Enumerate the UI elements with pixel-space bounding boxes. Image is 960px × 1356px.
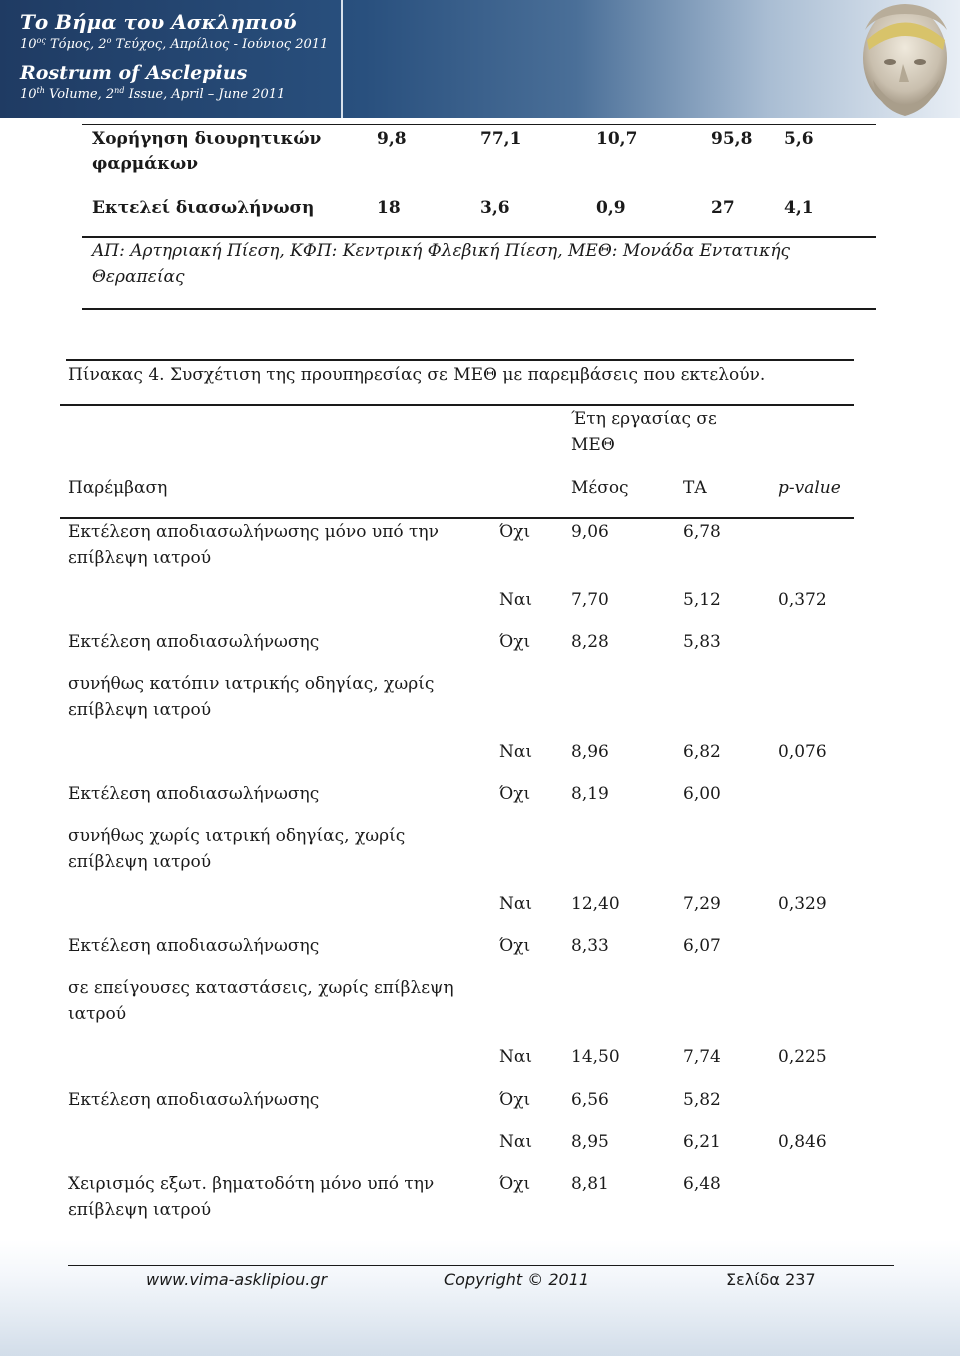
table4-row-sd: 6,00 (683, 784, 721, 804)
table4-group-header: Έτη εργασίας σε (571, 409, 717, 429)
issue-line-greek: $10^{o\varsigma}$ Τόμος, $2^o$ Τεύχος, Απρίλιος - Ιούνιος 2011 (20, 36, 329, 52)
table4-row-sd: 7,74 (683, 1047, 721, 1067)
table4-row-answer: Ναι (499, 590, 533, 610)
col-header-sd: ΤΑ (683, 478, 707, 498)
table4-caption: Πίνακας 4. Συσχέτιση της προυπηρεσίας σε ΜΕΘ με παρεμβάσεις που εκτελούν. (68, 365, 766, 385)
table4-row-mean: 8,19 (571, 784, 609, 804)
table4-row-answer: Όχι (499, 632, 531, 652)
prev-row-1-label: Χορήγηση διουρητικών (92, 129, 322, 149)
table4-row-label: επίβλεψη ιατρού (68, 548, 212, 568)
table4-row-sd: 7,29 (683, 894, 721, 914)
table4-row-mean: 8,96 (571, 742, 609, 762)
table4-row-mean: 12,40 (571, 894, 620, 914)
table4-caption-rule (66, 359, 854, 361)
table4-row-answer: Ναι (499, 742, 533, 762)
prev-table-footnote: ΑΠ: Αρτηριακή Πίεση, ΚΦΠ: Κεντρική Φλεβική Πίεση, ΜΕΘ: Μονάδα Εντατικής (92, 241, 791, 261)
header-divider (341, 0, 343, 118)
table4-row-label: Χειρισμός εξωτ. βηματοδότη μόνο υπό την (68, 1174, 435, 1194)
prev-row-1-val-1: 9,8 (377, 129, 407, 149)
table4-row-label: Εκτέλεση αποδιασωλήνωσης (68, 784, 320, 804)
footer-rule (68, 1265, 894, 1266)
table4-row-sd: 5,82 (683, 1090, 721, 1110)
prev-table-footnote-line2: Θεραπείας (92, 267, 185, 287)
journal-title-english: Rostrum of Asclepius (20, 62, 248, 84)
table4-row-label: Εκτέλεση αποδιασωλήνωσης μόνο υπό την (68, 522, 439, 542)
footer-website: www.vima-asklipiou.gr (146, 1270, 328, 1289)
table4-row-mean: 9,06 (571, 522, 609, 542)
table4-row-p-value: 0,846 (778, 1132, 827, 1152)
table4-row-p-value: 0,329 (778, 894, 827, 914)
col-header-mean: Μέσος (571, 478, 629, 498)
table4-row-label: επίβλεψη ιατρού (68, 1200, 212, 1220)
table4-row-label: ιατρού (68, 1004, 127, 1024)
table4-row-sd: 6,21 (683, 1132, 721, 1152)
table4-row-label: Εκτέλεση αποδιασωλήνωσης (68, 936, 320, 956)
prev-row-1-label-line2: φαρμάκων (92, 154, 199, 174)
footer-page-label: Σελίδα 237 (726, 1270, 816, 1289)
prev-row-2-label: Εκτελεί διασωλήνωση (92, 198, 315, 218)
table4-row-answer: Ναι (499, 1047, 533, 1067)
table4-row-sd: 6,07 (683, 936, 721, 956)
table4-row-label: Εκτέλεση αποδιασωλήνωσης (68, 632, 320, 652)
table4-row-mean: 14,50 (571, 1047, 620, 1067)
table4-row-sd: 5,83 (683, 632, 721, 652)
table4-row-mean: 8,33 (571, 936, 609, 956)
table4-row-answer: Ναι (499, 894, 533, 914)
table4-row-answer: Όχι (499, 1174, 531, 1194)
table4-row-p-value: 0,076 (778, 742, 827, 762)
prev-row-2-val-1: 18 (377, 198, 401, 218)
table4-row-mean: 8,81 (571, 1174, 609, 1194)
prev-table-bottom-rule (82, 308, 876, 310)
issue-line-english: 10th Volume, 2nd Issue, April – June 2011 (20, 86, 286, 102)
table4-row-sd: 6,48 (683, 1174, 721, 1194)
table4-group-header-line2: ΜΕΘ (571, 435, 615, 455)
prev-row-2-val-2: 3,6 (480, 198, 510, 218)
table4-row-label: συνήθως κατόπιν ιατρικής οδηγίας, χωρίς (68, 674, 435, 694)
table4-row-sd: 6,78 (683, 522, 721, 542)
table4-row-p-value: 0,372 (778, 590, 827, 610)
table4-row-answer: Όχι (499, 522, 531, 542)
table4-row-sd: 5,12 (683, 590, 721, 610)
prev-row-1-val-2: 77,1 (480, 129, 522, 149)
table4-row-answer: Όχι (499, 1090, 531, 1110)
prev-row-2-val-3: 0,9 (596, 198, 626, 218)
table4-row-label: επίβλεψη ιατρού (68, 852, 212, 872)
prev-row-1-val-3: 10,7 (596, 129, 638, 149)
prev-row-2-val-4: 27 (711, 198, 735, 218)
table4-row-mean: 8,28 (571, 632, 609, 652)
table4-row-p-value: 0,225 (778, 1047, 827, 1067)
table4-row-label: σε επείγουσες καταστάσεις, χωρίς επίβλεψη (68, 978, 454, 998)
table4-row-label: επίβλεψη ιατρού (68, 700, 212, 720)
prev-row-2-val-5: 4,1 (784, 198, 814, 218)
page-footer (0, 1240, 960, 1356)
table4-row-answer: Ναι (499, 1132, 533, 1152)
footer-copyright: Copyright © 2011 (444, 1270, 590, 1289)
table4-row-mean: 6,56 (571, 1090, 609, 1110)
table4-row-sd: 6,82 (683, 742, 721, 762)
table4-row-mean: 8,95 (571, 1132, 609, 1152)
table4-row-answer: Όχι (499, 784, 531, 804)
journal-title-greek: Το Βήμα του Ασκληπιού (20, 10, 297, 34)
col-header-p-value: p-value (778, 478, 841, 498)
table4-row-label: συνήθως χωρίς ιατρική οδηγίας, χωρίς (68, 826, 406, 846)
table4-header-rule (60, 404, 854, 406)
journal-header (0, 0, 960, 118)
prev-table-top-rule (82, 124, 876, 125)
footer-page-number: 237 (785, 1270, 816, 1289)
table4-row-label: Εκτέλεση αποδιασωλήνωσης (68, 1090, 320, 1110)
prev-row-1-val-5: 5,6 (784, 129, 814, 149)
prev-row-1-val-4: 95,8 (711, 129, 753, 149)
asclepius-bust-icon (845, 0, 960, 118)
table4-row-answer: Όχι (499, 936, 531, 956)
table4-row-mean: 7,70 (571, 590, 609, 610)
col-header-intervention: Παρέμβαση (68, 478, 168, 498)
